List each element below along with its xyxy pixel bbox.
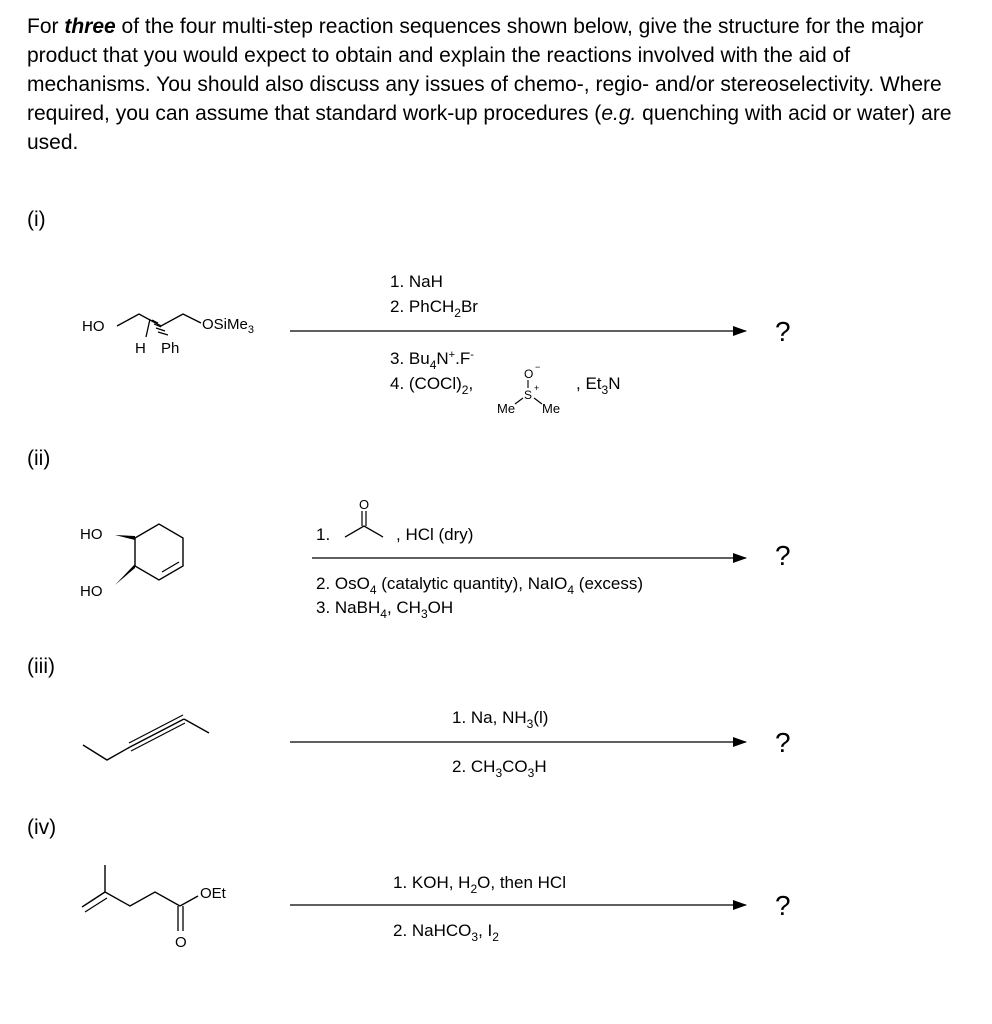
reagent-iv-1: 1. KOH, $H_2O$, then HCl xyxy=(393,873,566,896)
emphasis-three: three xyxy=(64,15,116,38)
substrate-iv-ester xyxy=(82,865,227,951)
reaction-label-i: (i) xyxy=(27,208,46,231)
question-mark-iv: ? xyxy=(775,890,791,921)
question-mark-iii: ? xyxy=(775,727,791,758)
osime3-label: OSiMe$_3$ xyxy=(202,316,254,336)
acetone-structure xyxy=(345,497,383,537)
dmso-positive-charge: + xyxy=(534,383,540,393)
substrate-iii-alkyne xyxy=(83,715,209,760)
dmso-sulfur-label: S xyxy=(524,388,533,402)
reagent-iv-2: 2. NaHCO$_3$, $I_2$ xyxy=(393,921,499,944)
reagent-iii-2: 2. $CH_3CO_3H$ xyxy=(452,757,547,780)
question-mark-i: ? xyxy=(775,316,791,347)
phenyl-label: Ph xyxy=(161,340,180,357)
dmso-methyl-right: Me xyxy=(542,401,561,416)
question-intro: For three of the four multi-step reaction sequences shown below, give the structure for the major product that you would expect to obtain and explain the reactions involved with the aid of mechanisms. You should also discuss any issues of chemo-, regio- and/or stereoselectivity. Where required, you can assume that standard work-up procedures (e.g. quenching with acid or water) are used. xyxy=(27,15,952,154)
reagent-ii-1-number: 1. xyxy=(316,525,331,544)
dmso-negative-charge: − xyxy=(535,362,541,372)
reaction-ii xyxy=(80,497,791,621)
question-mark-ii: ? xyxy=(775,540,791,571)
reaction-label-iii: (iii) xyxy=(27,655,55,678)
reagent-i-2: 2. PhCH$_2$Br xyxy=(390,297,478,320)
hydroxyl-label-top: HO xyxy=(80,526,103,543)
carbonyl-oxygen-label: O xyxy=(175,934,187,951)
reagent-i-1: 1. NaH xyxy=(390,272,443,291)
dmso-oxygen-label: O xyxy=(524,367,534,381)
reaction-i xyxy=(82,272,791,416)
reagent-iii-1: 1. Na, $NH_3(l)$ xyxy=(452,708,549,731)
reagent-i-4: 4. $(COCl)_2$, xyxy=(390,374,474,397)
reagent-i-3: 3. $Bu_4N^+.F^-$ xyxy=(390,349,474,372)
substrate-ii-structure xyxy=(80,524,183,600)
ethoxy-label: OEt xyxy=(200,885,226,902)
hydroxyl-label-bottom: HO xyxy=(80,583,103,600)
reagent-i-et3n: , $Et_3N$ xyxy=(576,374,621,397)
reaction-iii xyxy=(83,708,791,780)
acetone-oxygen-label: O xyxy=(359,497,370,512)
substrate-i-structure xyxy=(82,314,254,357)
reaction-label-ii: (ii) xyxy=(27,447,51,470)
dmso-methyl-left: Me xyxy=(497,401,516,416)
reagent-ii-1-hcl: , HCl (dry) xyxy=(396,525,474,544)
reaction-iv xyxy=(82,865,791,951)
reaction-label-iv: (iv) xyxy=(27,816,57,839)
dmso-structure xyxy=(497,362,560,416)
substrate-ho-label: HO xyxy=(82,318,105,335)
wedge-bond-top xyxy=(115,535,135,540)
reagent-ii-3: 3. NaBH$_4$, $CH_3OH$ xyxy=(316,598,454,621)
reagent-ii-2: 2. OsO$_4$ (catalytic quantity), NaIO$_4$ (excess) xyxy=(316,574,644,597)
wedge-bond-bottom xyxy=(115,564,135,585)
hydrogen-label: H xyxy=(135,340,146,357)
